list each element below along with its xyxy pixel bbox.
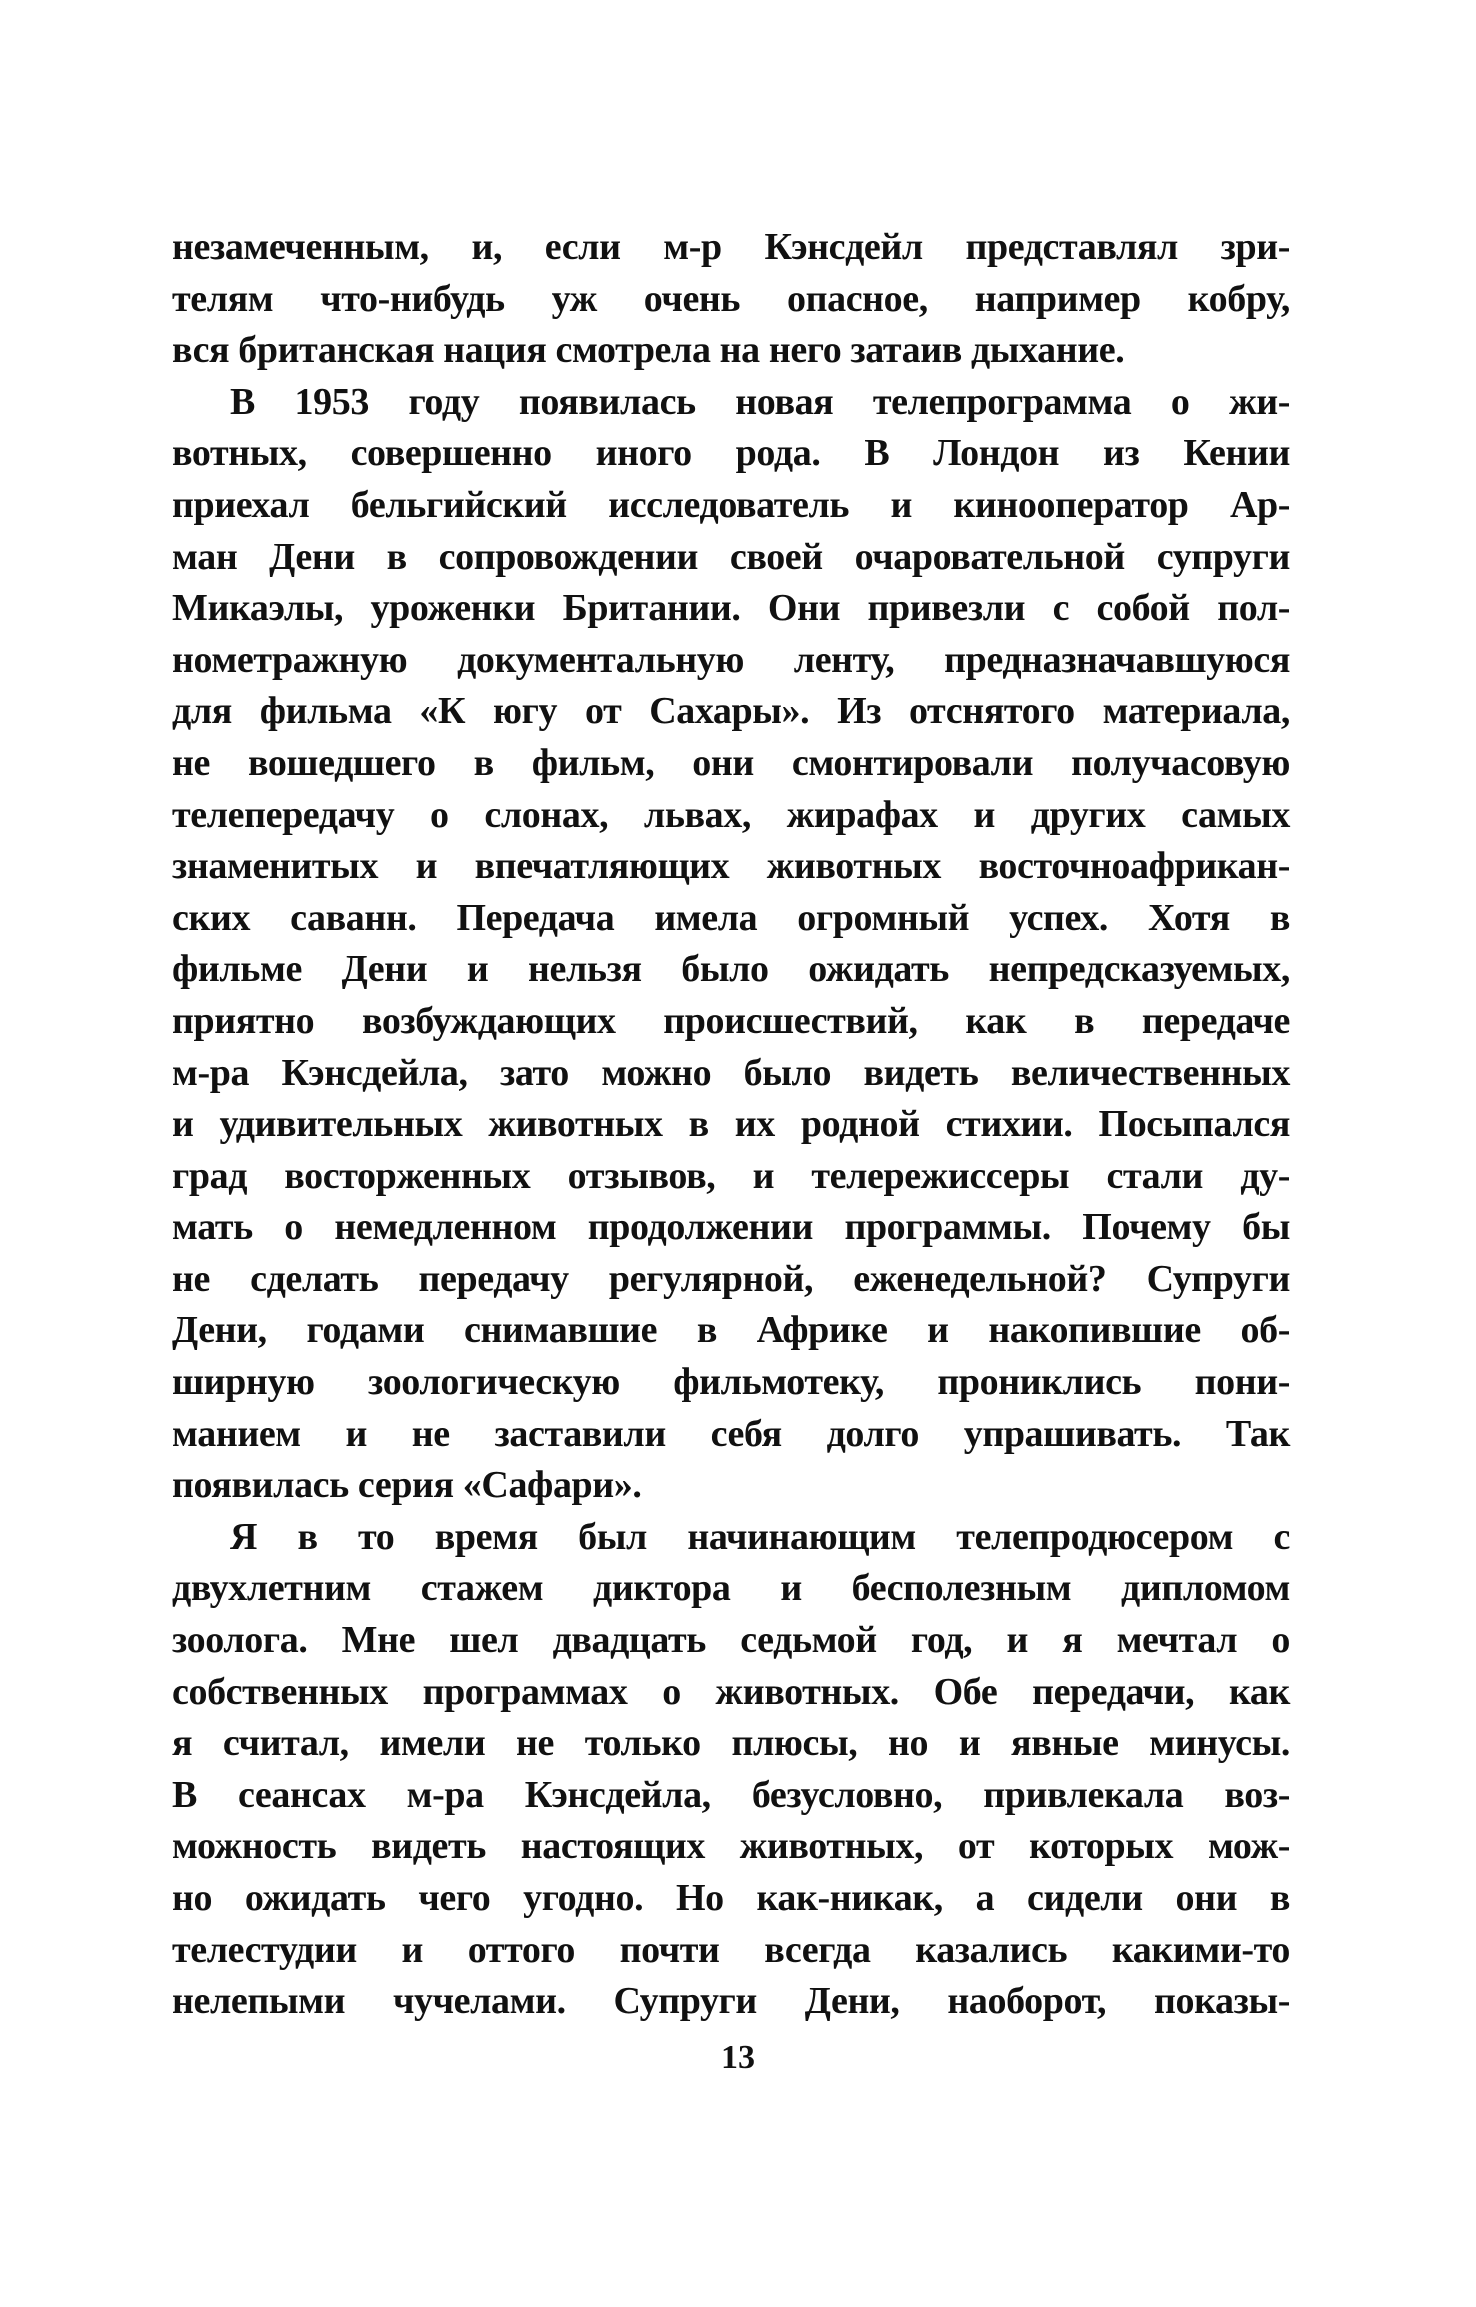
text-line: нелепыми чучелами. Супруги Дени, наоборот, показы- xyxy=(172,1980,1290,2023)
text-line: я считал, имели не только плюсы, но и явные минусы. xyxy=(172,1722,1290,1765)
text-line: знаменитых и впечатляющих животных восточноафрикан- xyxy=(172,845,1290,888)
text-line: м-ра Кэнсдейла, зато можно было видеть величественных xyxy=(172,1051,1290,1094)
text-line: ских саванн. Передача имела огромный успех. Хотя в xyxy=(172,896,1290,939)
text-line: вотных, совершенно иного рода. В Лондон из Кении xyxy=(172,432,1290,475)
body-text xyxy=(172,222,1290,2028)
text-line: мать о немедленном продолжении программы. Почему бы xyxy=(172,1206,1290,1249)
text-line: вся британская нация смотрела на него затаив дыхание. xyxy=(172,329,1125,372)
text-line: ширную зоологическую фильмотеку, прониклись пони- xyxy=(172,1361,1290,1404)
text-line: Микаэлы, уроженки Британии. Они привезли с собой пол- xyxy=(172,587,1290,630)
text-line: фильме Дени и нельзя было ожидать непредсказуемых, xyxy=(172,948,1290,991)
text-line: приехал бельгийский исследователь и кинооператор Ар- xyxy=(172,483,1290,526)
text-line: не вошедшего в фильм, они смонтировали получасовую xyxy=(172,741,1290,784)
text-line: телестудии и оттого почти всегда казались какими-то xyxy=(172,1928,1290,1971)
text-line: Дени, годами снимавшие в Африке и накопившие об- xyxy=(172,1309,1290,1352)
text-line: В сеансах м-ра Кэнсдейла, безусловно, привлекала воз- xyxy=(172,1773,1290,1816)
text-line: двухлетним стажем диктора и бесполезным дипломом xyxy=(172,1567,1290,1610)
paragraph-start-line: Я в то время был начинающим телепродюсером с xyxy=(230,1515,1290,1558)
paragraph-start-line: В 1953 году появилась новая телепрограмма о жи- xyxy=(230,380,1290,423)
text-line: для фильма «К югу от Сахары». Из отснятого материала, xyxy=(172,690,1290,733)
text-line: но ожидать чего угодно. Но как-никак, а сидели они в xyxy=(172,1877,1290,1919)
text-line: зоолога. Мне шел двадцать седьмой год, и я мечтал о xyxy=(172,1619,1290,1662)
text-line: ман Дени в сопровождении своей очаровательной супруги xyxy=(172,535,1290,578)
text-line: не сделать передачу регулярной, еженедельной? Супруги xyxy=(172,1257,1290,1300)
text-line: телепередачу о слонах, львах, жирафах и других самых xyxy=(172,793,1290,836)
text-line: и удивительных животных в их родной стихии. Посыпался xyxy=(172,1103,1290,1146)
text-line: манием и не заставили себя долго упрашивать. Так xyxy=(172,1412,1290,1455)
text-line: появилась серия «Сафари». xyxy=(172,1464,642,1507)
text-line: телям что-нибудь уж очень опасное, например кобру, xyxy=(172,277,1290,320)
text-line: собственных программах о животных. Обе передачи, как xyxy=(172,1670,1290,1713)
text-line: град восторженных отзывов, и телережиссеры стали ду- xyxy=(172,1154,1290,1197)
text-line: нометражную документальную ленту, предназначавшуюся xyxy=(172,638,1290,681)
text-line: приятно возбуждающих происшествий, как в передаче xyxy=(172,999,1290,1042)
text-line: можность видеть настоящих животных, от которых мож- xyxy=(172,1825,1290,1868)
text-line: незамеченным, и, если м-р Кэнсдейл представлял зри- xyxy=(172,226,1290,268)
page-number: 13 xyxy=(721,2039,755,2076)
